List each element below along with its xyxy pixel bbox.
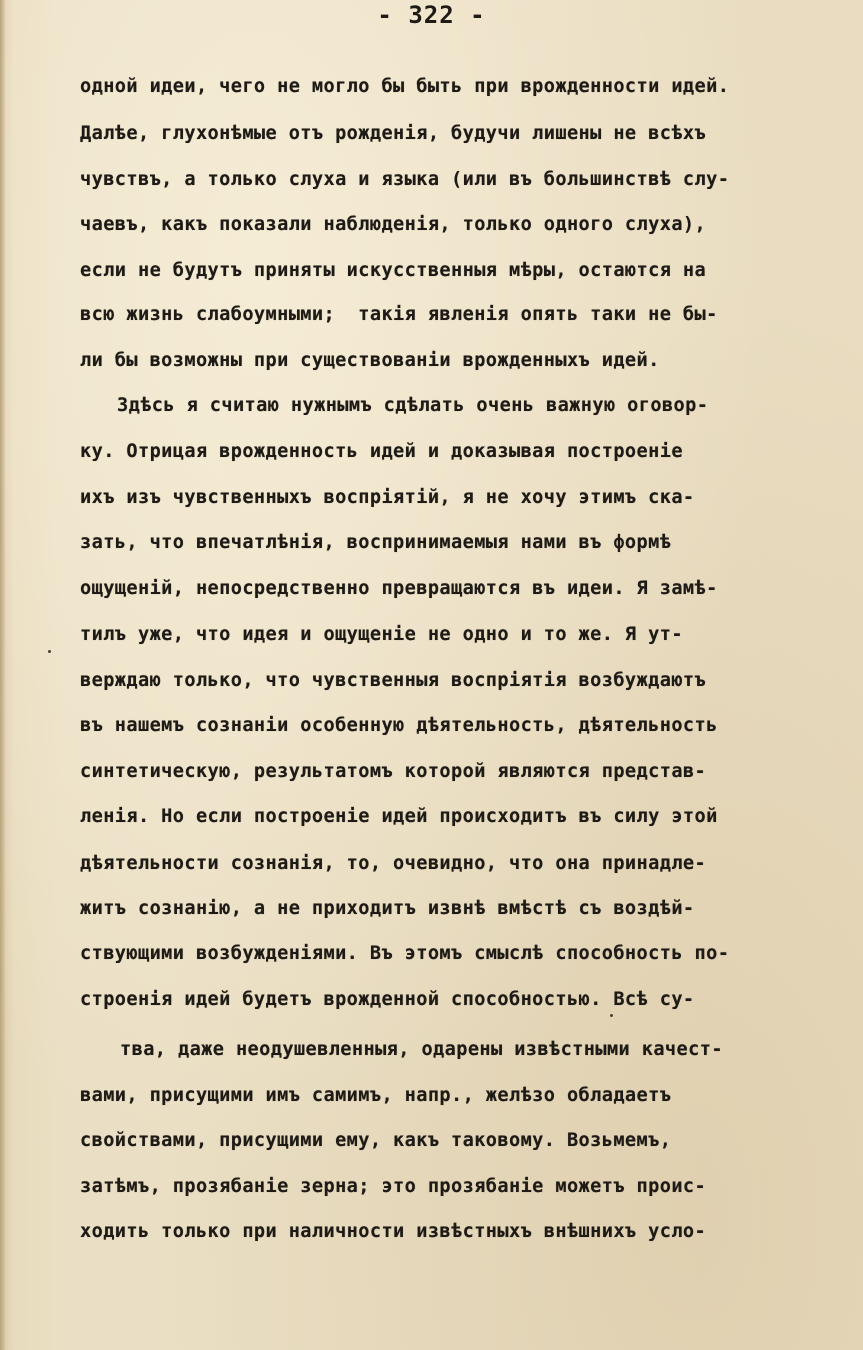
text-line: всю жизнь слабоумными; такія явленія опять таки не бы-	[80, 304, 718, 325]
text-line: чаевъ, какъ показали наблюденія, только одного слуха),	[80, 214, 707, 235]
text-line: чувствъ, а только слуха и языка (или въ большинствѣ слу-	[80, 169, 730, 190]
text-line: верждаю только, что чувственныя воспріятія возбуждаютъ	[80, 670, 707, 691]
text-line: ходить только при наличности извѣстныхъ внѣшнихъ усло-	[80, 1221, 707, 1242]
text-line: свойствами, присущими ему, какъ таковому. Возьмемъ,	[80, 1130, 672, 1151]
text-line: строенія идей будетъ врожденной способностью. Всѣ су-	[80, 989, 695, 1010]
text-line-paragraph-start: Здѣсь я считаю нужнымъ сдѣлать очень важную оговор-	[117, 395, 709, 416]
text-line: Далѣе, глухонѣмые отъ рожденія, будучи лишены не всѣхъ	[80, 123, 707, 144]
page-number: - 322 -	[377, 1, 486, 29]
text-line: ли бы возможны при существованіи врожденныхъ идей.	[80, 350, 660, 371]
text-line: ствующими возбужденіями. Въ этомъ смыслѣ способность по-	[80, 943, 730, 964]
text-line: тилъ уже, что идея и ощущеніе не одно и то же. Я ут-	[80, 624, 683, 645]
text-line: житъ сознанію, а не приходитъ извнѣ вмѣстѣ съ воздѣй-	[80, 898, 695, 919]
page-edge-shadow	[0, 0, 6, 1350]
text-line: зать, что впечатлѣнія, воспринимаемыя нами въ формѣ	[80, 532, 672, 553]
text-line: ихъ изъ чувственныхъ воспріятій, я не хочу этимъ ска-	[80, 487, 695, 508]
text-line: ощущеній, непосредственно превращаются въ идеи. Я замѣ-	[80, 578, 718, 599]
ink-speck	[610, 1014, 613, 1017]
text-line: одной идеи, чего не могло бы быть при врожденности идей.	[80, 76, 730, 97]
text-line: затѣмъ, прозябаніе зерна; это прозябаніе можетъ проис-	[80, 1176, 707, 1197]
text-line: въ нашемъ сознаніи особенную дѣятельность, дѣятельность	[80, 715, 718, 736]
text-line: синтетическую, результатомъ которой являются представ-	[80, 761, 707, 782]
text-line: вами, присущими имъ самимъ, напр., желѣзо обладаетъ	[80, 1085, 672, 1106]
text-line: ленія. Но если построеніе идей происходитъ въ силу этой	[80, 806, 718, 827]
text-line: дѣятельности сознанія, то, очевидно, что она принадле-	[80, 853, 707, 874]
text-line: ку. Отрицая врожденность идей и доказывая построеніе	[80, 441, 683, 462]
ink-speck	[48, 650, 51, 653]
text-line-paragraph-start: тва, даже неодушевленныя, одарены извѣстными качест-	[120, 1039, 723, 1060]
text-line: если не будутъ приняты искусственныя мѣры, остаются на	[80, 260, 707, 281]
